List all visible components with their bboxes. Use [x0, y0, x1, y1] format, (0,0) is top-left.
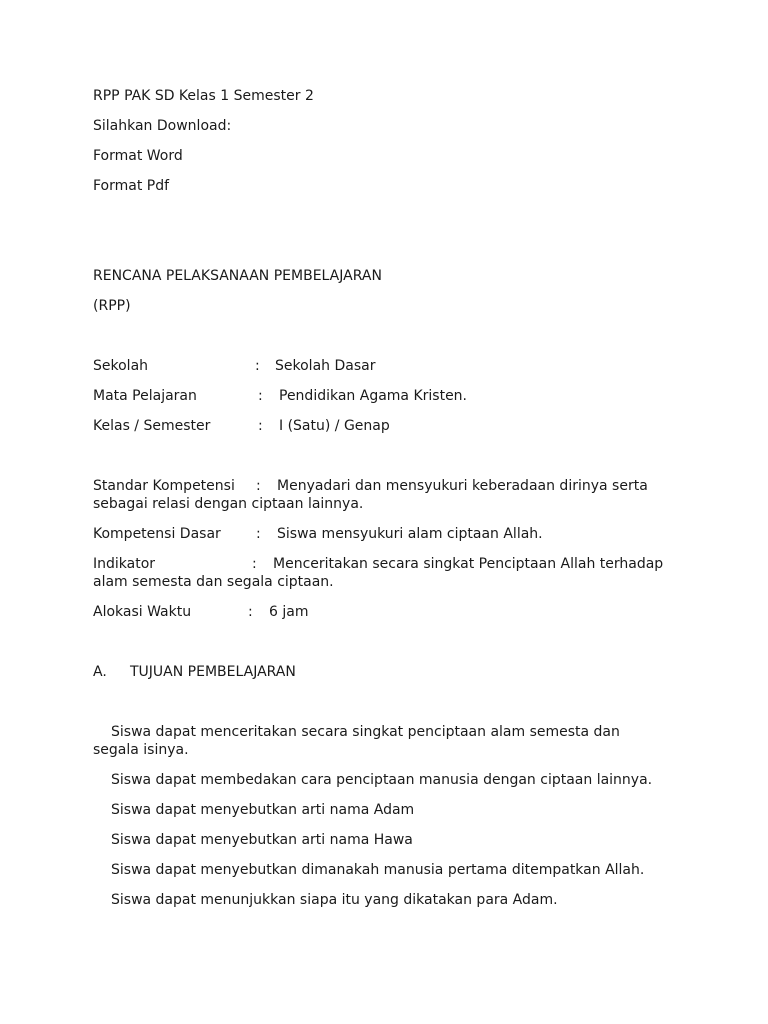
objective-item: Siswa dapat membedakan cara penciptaan manusia dengan ciptaan lainnya.	[111, 772, 653, 788]
identity-row	[93, 357, 375, 375]
identity-separator: :	[258, 418, 263, 434]
identity-value: Pendidikan Agama Kristen.	[279, 388, 468, 404]
competency-separator: :	[248, 604, 253, 620]
identity-value: Sekolah Dasar	[275, 358, 376, 374]
identity-value: I (Satu) / Genap	[279, 418, 390, 434]
objective-item: Siswa dapat menyebutkan arti nama Hawa	[111, 832, 413, 848]
identity-label: Sekolah	[93, 358, 149, 374]
format-word-link[interactable]: Format Word	[93, 148, 183, 164]
rpp-subheading: (RPP)	[93, 298, 131, 314]
competency-separator: :	[256, 478, 261, 494]
identity-row	[93, 417, 390, 435]
objective-continuation: segala isinya.	[93, 742, 189, 758]
competency-label: Kompetensi Dasar	[93, 526, 221, 542]
competency-label: Indikator	[93, 556, 156, 572]
competency-value: Siswa mensyukuri alam ciptaan Allah.	[277, 526, 543, 542]
rpp-heading: RENCANA PELAKSANAAN PEMBELAJARAN	[93, 268, 382, 284]
identity-row	[93, 387, 467, 405]
identity-label: Kelas / Semester	[93, 418, 211, 434]
objective-item: Siswa dapat menyebutkan arti nama Adam	[111, 802, 415, 818]
competency-row	[93, 555, 663, 573]
competency-label: Alokasi Waktu	[93, 604, 192, 620]
competency-row	[93, 477, 648, 495]
document-title: RPP PAK SD Kelas 1 Semester 2	[93, 88, 314, 104]
competency-continuation: alam semesta dan segala ciptaan.	[93, 574, 334, 590]
section-title: TUJUAN PEMBELAJARAN	[130, 664, 296, 680]
competency-separator: :	[256, 526, 261, 542]
competency-row	[93, 603, 308, 621]
section-heading	[93, 663, 296, 681]
download-label: Silahkan Download:	[93, 118, 232, 134]
competency-label: Standar Kompetensi	[93, 478, 235, 494]
objective-item: Siswa dapat menunjukkan siapa itu yang dikatakan para Adam.	[111, 892, 558, 908]
section-marker: A.	[93, 664, 107, 680]
competency-value: Menyadari dan mensyukuri keberadaan dirinya serta	[277, 478, 648, 494]
competency-separator: :	[252, 556, 257, 572]
identity-separator: :	[255, 358, 260, 374]
identity-separator: :	[258, 388, 263, 404]
objective-item: Siswa dapat menyebutkan dimanakah manusia pertama ditempatkan Allah.	[111, 862, 645, 878]
competency-continuation: sebagai relasi dengan ciptaan lainnya.	[93, 496, 364, 512]
identity-label: Mata Pelajaran	[93, 388, 197, 404]
format-pdf-link[interactable]: Format Pdf	[93, 178, 170, 194]
competency-row	[93, 525, 543, 543]
objective-item: Siswa dapat menceritakan secara singkat penciptaan alam semesta dan	[111, 724, 620, 740]
competency-value: 6 jam	[269, 604, 309, 620]
competency-value: Menceritakan secara singkat Penciptaan Allah terhadap	[273, 556, 664, 572]
